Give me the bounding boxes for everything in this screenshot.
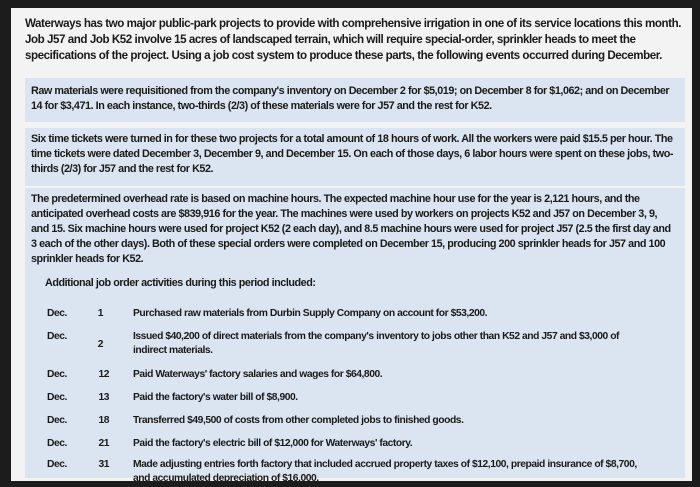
activity-text: Issued $40,200 of direct materials from the company's inventory to jobs other than K52 and J57 and $3,000 of indirect materials.: [133, 331, 620, 356]
activity-day: 1: [97, 308, 103, 319]
activity-text: Made adjusting entries forth factory that included accrued property taxes of $12,100, prepaid insurance of $8,700, and accumulated depreciation of $16,000.: [133, 459, 637, 484]
overhead-paragraph: The predetermined overhead rate is based on machine hours. The expected machine hour use for the year is 2,121 hours, and the anticipated overhead costs are $839,916 for the year. The machines were used by workers on projects K52 and J57 on December 3, 9, and 15. Six machine hours were used for project K52 (2 each day), and 8.5 machine hours were used for project J57 (2.5 the first day and 3 each of the other days). Both of these special orders were completed on December 15, producing 200 sprinkler heads for J57 and 100 sprinkler heads for K52.: [31, 193, 671, 265]
activity-text: Transferred $49,500 of costs from other completed jobs to finished goods.: [133, 415, 464, 426]
problem-page: [11, 8, 692, 484]
activity-day: 13: [98, 392, 109, 403]
time-tickets-box: [25, 128, 685, 186]
overhead-box: [25, 188, 685, 484]
activity-text: Paid the factory's electric bill of $12,000 for Waterways' factory.: [133, 438, 413, 449]
activity-month: Dec.: [47, 438, 67, 449]
activity-month: Dec.: [47, 392, 67, 403]
activity-month: Dec.: [47, 308, 67, 319]
activity-text: Purchased raw materials from Durbin Supply Company on account for $53,200.: [133, 308, 488, 319]
activity-day: 18: [98, 415, 109, 426]
raw-materials-paragraph: Raw materials were requisitioned from the company's inventory on December 2 for $5,019; on December 8 for $1,062; and on December 14 for $3,471. In each instance, two-thirds (2/3) of these materials were for J57 and the rest for K52.: [31, 85, 670, 112]
activity-month: Dec.: [47, 331, 67, 342]
time-tickets-paragraph: Six time tickets were turned in for these two projects for a total amount of 18 hours of work. All the workers were paid $15.5 per hour. The time tickets were dated December 3, December 9, and December 15. On each of those days, 6 labor hours were spent on these jobs, two-thirds (2/3) for J57 and the rest for K52.: [31, 133, 674, 175]
activity-day: 21: [98, 438, 109, 449]
additional-heading: Additional job order activities during this period included:: [45, 277, 316, 289]
activity-text: Paid Waterways' factory salaries and wages for $64,800.: [133, 369, 383, 380]
activity-day: 2: [97, 339, 103, 350]
activity-text: Paid the factory's water bill of $8,900.: [133, 392, 298, 403]
activity-day: 12: [98, 369, 109, 380]
activity-day: 31: [98, 459, 109, 470]
intro-paragraph: Waterways has two major public-park projects to provide with comprehensive irrigation in one of its service locations this month. Job J57 and Job K52 involve 15 acres of landscaped terrain, which will require special-order, sprinkler heads to meet the specifications of the project. Using a job cost system to produce these parts, the following events occurred during December.: [25, 17, 681, 62]
activity-month: Dec.: [47, 459, 67, 470]
activity-month: Dec.: [47, 369, 67, 380]
raw-materials-box: [25, 78, 685, 122]
activity-month: Dec.: [47, 415, 67, 426]
